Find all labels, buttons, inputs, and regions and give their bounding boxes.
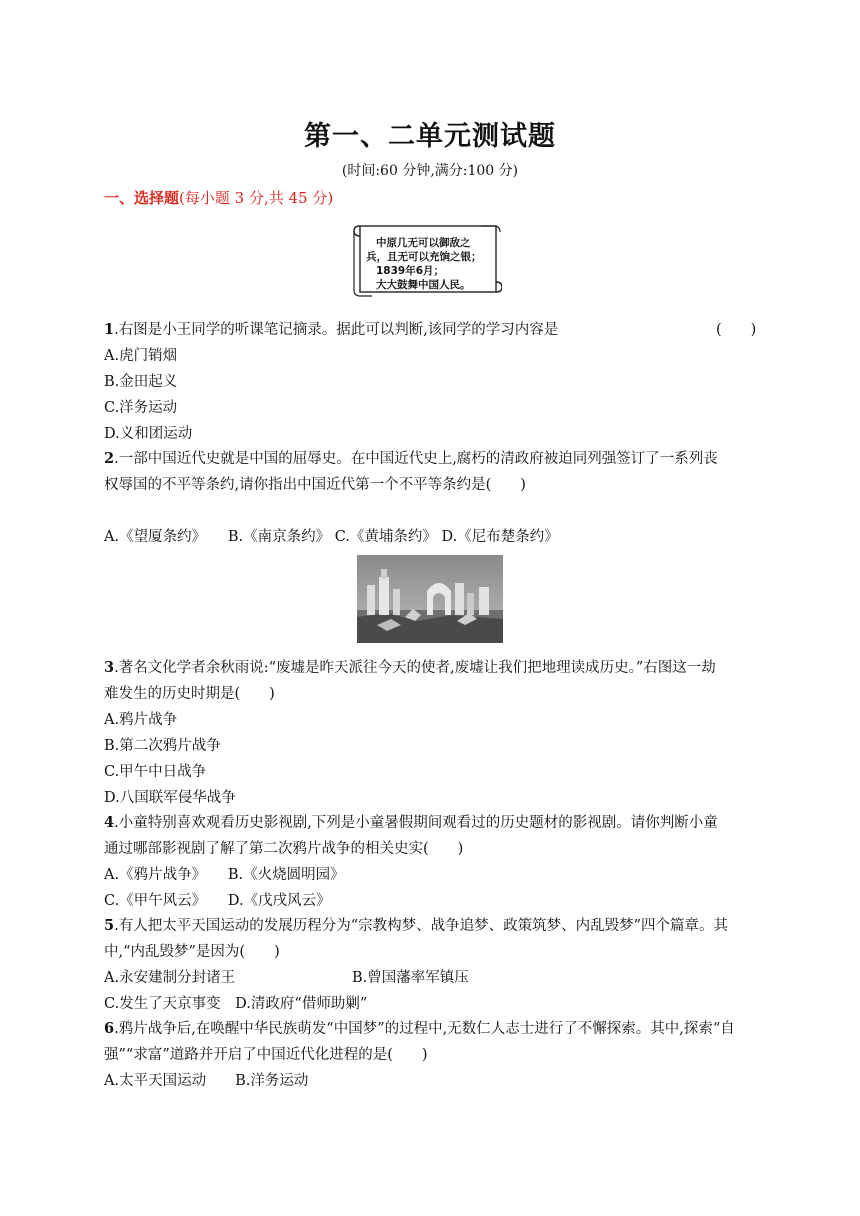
- question-3-stem: [104, 656, 716, 677]
- question-5-stem-cont: 中,“内乱毁梦”是因为( ): [104, 944, 280, 960]
- question-number: 1: [104, 321, 115, 338]
- section-heading: [104, 187, 333, 208]
- question-text: .著名文化学者余秋雨说:“废墟是昨天派往今天的使者,废墟让我们把地理读成历史。”右图这一劫: [114, 660, 716, 676]
- question-4-stem-cont: 通过哪部影视剧了解了第二次鸦片战争的相关史实( ): [104, 841, 464, 857]
- option-c: C.甲午中日战争: [104, 764, 207, 780]
- option-b: B.曾国藩率军镇压: [352, 970, 469, 986]
- scroll-line: 1839年6月；: [376, 265, 445, 277]
- ruins-photo: [357, 555, 503, 643]
- option-b: B.金田起义: [104, 374, 178, 390]
- option-b: B.第二次鸦片战争: [104, 738, 221, 754]
- option-a: A.永安建制分封诸王: [104, 970, 236, 986]
- option-d: D.八国联军侵华战争: [104, 790, 236, 806]
- option-a: A.鸦片战争: [104, 712, 178, 728]
- scroll-line: 兵，且无可以充饷之银；: [366, 251, 482, 263]
- question-4-options-row-2: C.《甲午风云》 D.《戊戌风云》: [104, 893, 331, 909]
- section-label: 一、选择题: [104, 189, 180, 207]
- answer-paren: ( ): [716, 322, 757, 338]
- question-6-stem: [104, 1017, 735, 1038]
- option-c: C.洋务运动: [104, 400, 178, 416]
- question-6-options-row-1: A.太平天国运动 B.洋务运动: [104, 1073, 309, 1089]
- question-number: 4: [104, 814, 115, 831]
- question-5-options-row-2: C.发生了天京事变 D.清政府“借师助剿”: [104, 996, 368, 1012]
- question-text: .一部中国近代史就是中国的屈辱史。在中国近代史上,腐朽的清政府被迫同列强签订了一系列丧: [114, 451, 718, 467]
- question-text: .有人把太平天国运动的发展历程分为“宗教构梦、战争追梦、政策筑梦、内乱毁梦”四个篇章。其: [114, 918, 729, 934]
- question-number: 2: [104, 450, 115, 467]
- question-6-stem-cont: 强”“求富”道路并开启了中国近代化进程的是( ): [104, 1047, 428, 1063]
- question-5-stem: [104, 914, 728, 935]
- question-number: 3: [104, 659, 115, 676]
- scroll-note-text: [366, 236, 500, 292]
- question-2-stem-cont: 权辱国的不平等条约,请你指出中国近代第一个不平等条约是( ): [104, 477, 526, 493]
- question-number: 5: [104, 917, 115, 934]
- section-note: (每小题 3 分,共 45 分): [179, 189, 334, 207]
- question-4-options-row-1: A.《鸦片战争》 B.《火烧圆明园》: [104, 867, 345, 883]
- exam-info: (时间:60 分钟,满分:100 分): [341, 163, 519, 179]
- option-d: D.义和团运动: [104, 426, 193, 442]
- page-title: 第一、二单元测试题: [304, 121, 556, 152]
- scroll-line: 中原几无可以御敌之: [376, 237, 471, 249]
- question-text: .小童特别喜欢观看历史影视剧,下列是小童暑假期间观看过的历史题材的影视剧。请你判断小童: [114, 815, 718, 831]
- question-text: .右图是小王同学的听课笔记摘录。据此可以判断,该同学的学习内容是: [114, 322, 559, 338]
- question-3-stem-cont: 难发生的历史时期是( ): [104, 686, 275, 702]
- option-a: A.虎门销烟: [104, 348, 178, 364]
- question-1-stem: [104, 318, 558, 339]
- question-2-stem: [104, 447, 718, 468]
- scroll-line: 大大鼓舞中国人民。: [376, 279, 471, 291]
- question-2-options: A.《望厦条约》 B.《南京条约》 C.《黄埔条约》 D.《尼布楚条约》: [104, 529, 559, 545]
- question-text: .鸦片战争后,在唤醒中华民族萌发“中国梦”的过程中,无数仁人志士进行了不懈探索。其中,探索“自: [114, 1021, 735, 1037]
- question-number: 6: [104, 1020, 115, 1037]
- question-4-stem: [104, 811, 718, 832]
